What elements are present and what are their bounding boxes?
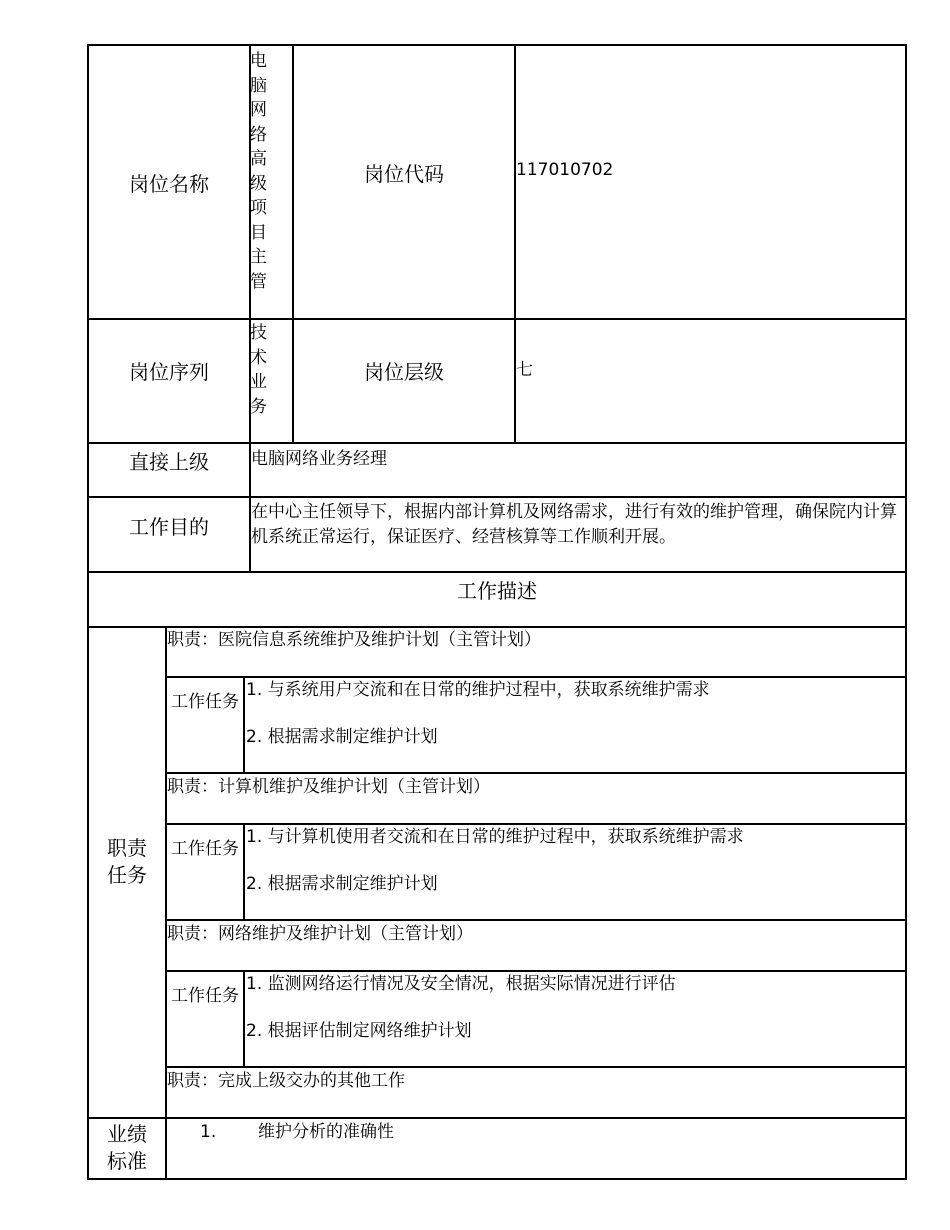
superior-value: 电脑网络业务经理	[251, 449, 387, 469]
task-label: 工作任务	[171, 986, 239, 1006]
superior-label: 直接上级	[129, 449, 209, 474]
task-item: 2. 根据需求制定维护计划	[246, 727, 438, 747]
duty-title: 职责：网络维护及维护计划（主管计划）	[167, 924, 473, 944]
task-item: 2. 根据需求制定维护计划	[246, 874, 438, 894]
duty-title: 职责：医院信息系统维护及维护计划（主管计划）	[167, 630, 541, 650]
task-item: 1. 监测网络运行情况及安全情况，根据实际情况进行评估	[246, 974, 676, 994]
performance-item-number: 1.	[200, 1122, 217, 1142]
purpose-label: 工作目的	[129, 514, 209, 539]
post-series-label: 岗位序列	[129, 359, 209, 384]
task-label: 工作任务	[171, 692, 239, 712]
performance-item-text: 维护分析的准确性	[258, 1122, 394, 1142]
purpose-value: 在中心主任领导下，根据内部计算机及网络需求，进行有效的维护管理，确保院内计算机系统正常运行，保证医疗、经营核算等工作顺利开展。	[251, 502, 897, 547]
post-level-label: 岗位层级	[364, 359, 444, 384]
task-item: 1. 与计算机使用者交流和在日常的维护过程中，获取系统维护需求	[246, 827, 744, 847]
post-code-label: 岗位代码	[364, 161, 444, 186]
task-label: 工作任务	[171, 839, 239, 859]
task-item: 1. 与系统用户交流和在日常的维护过程中，获取系统维护需求	[246, 680, 710, 700]
duty-title: 职责：完成上级交办的其他工作	[167, 1071, 405, 1091]
post-code-value: 117010702	[516, 160, 614, 180]
post-name-value: 电脑网络高级项目主管	[250, 51, 267, 292]
post-name-label: 岗位名称	[129, 171, 209, 196]
post-level-value: 七	[516, 360, 533, 380]
post-series-value: 技术业务	[250, 323, 267, 417]
performance-label: 业绩标准	[107, 1122, 147, 1173]
duty-title: 职责：计算机维护及维护计划（主管计划）	[167, 777, 490, 797]
duties-label: 职责任务	[107, 836, 147, 887]
section-title: 工作描述	[457, 578, 537, 603]
task-item: 2. 根据评估制定网络维护计划	[246, 1021, 472, 1041]
